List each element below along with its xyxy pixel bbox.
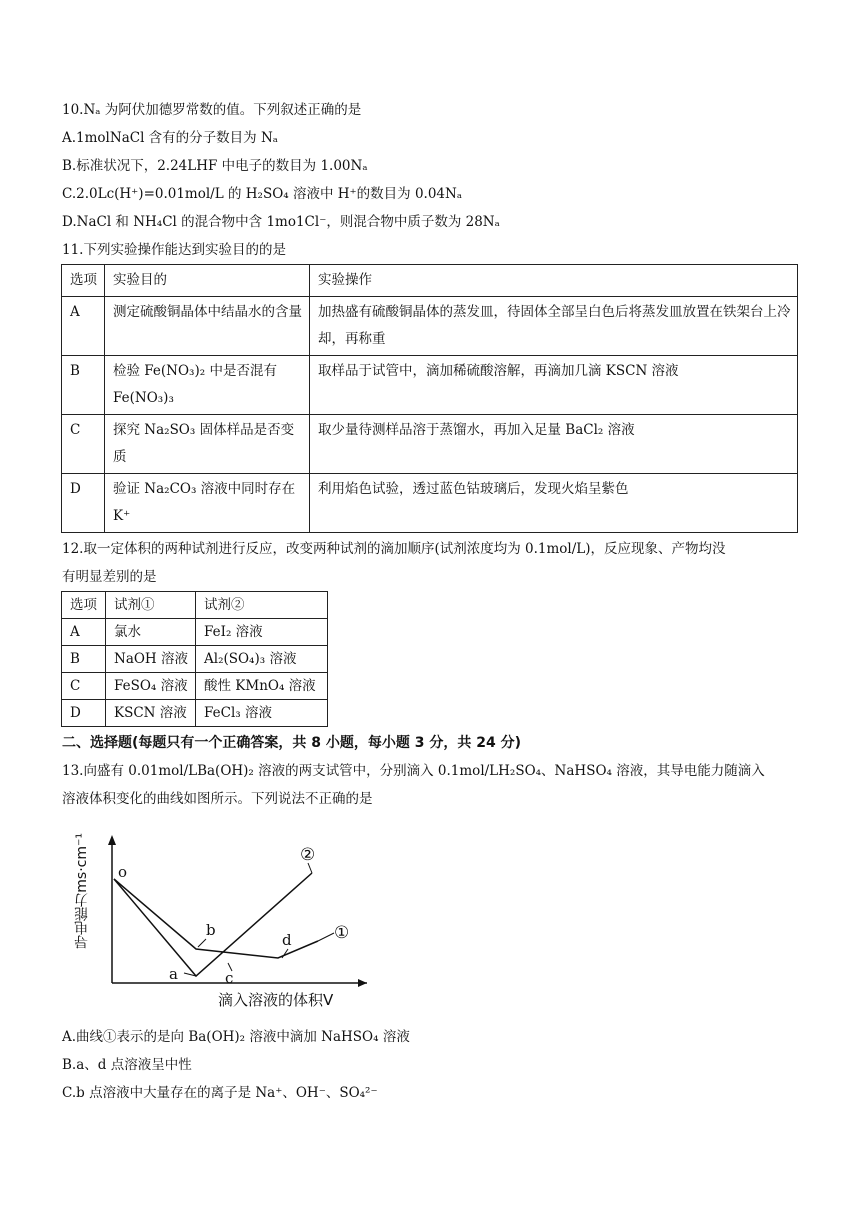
q13-option-b: B.a、d 点溶液呈中性: [62, 1057, 192, 1073]
y-axis-arrow: [108, 835, 116, 845]
table-cell: C: [62, 673, 106, 700]
table-cell: D: [62, 700, 106, 727]
header-cell: 选项: [62, 592, 106, 619]
point-a-label: a: [169, 965, 178, 983]
header-cell: 试剂②: [196, 592, 328, 619]
q11-table: [61, 264, 798, 533]
table-cell: 取样品于试管中，滴加稀硫酸溶解，再滴加几滴 KSCN 溶液: [310, 356, 798, 415]
q10-option-c: C.2.0Lc(H⁺)=0.01mol/L 的 H₂SO₄ 溶液中 H⁺的数目为 0.04Nₐ: [62, 186, 463, 202]
table-cell: KSCN 溶液: [106, 700, 196, 727]
q10-option-d: D.NaCl 和 NH₄Cl 的混合物中含 1mo1Cl⁻，则混合物中质子数为 28Nₐ: [62, 214, 500, 230]
q12-stem-line2: 有明显差别的是: [62, 569, 157, 585]
table-header-row: [62, 265, 798, 297]
table-cell: 氯水: [106, 619, 196, 646]
table-cell: 测定硫酸铜晶体中结晶水的含量: [105, 297, 310, 356]
table-row: [62, 619, 328, 646]
header-cell: 试剂①: [106, 592, 196, 619]
curve-1-label: ①: [334, 923, 350, 943]
q13-option-a: A.曲线①表示的是向 Ba(OH)₂ 溶液中滴加 NaHSO₄ 溶液: [62, 1029, 410, 1045]
table-cell: NaOH 溶液: [106, 646, 196, 673]
origin-label: o: [118, 863, 128, 881]
point-b-label: b: [206, 921, 216, 939]
point-b-leader: [198, 939, 206, 947]
q11-stem: 11.下列实验操作能达到实验目的的是: [62, 242, 286, 258]
table-cell: A: [62, 297, 105, 356]
table-cell: B: [62, 646, 106, 673]
table-cell: 探究 Na₂SO₃ 固体样品是否变质: [105, 415, 310, 474]
table-cell: 加热盛有硫酸铜晶体的蒸发皿，待固体全部呈白色后将蒸发皿放置在铁架台上冷却，再称重: [310, 297, 798, 356]
q12-stem-line1: 12.取一定体积的两种试剂进行反应，改变两种试剂的滴加顺序(试剂浓度均为 0.1mol/L)，反应现象、产物均没: [62, 541, 726, 557]
header-cell: 实验操作: [310, 265, 798, 297]
conductivity-graph: [72, 821, 372, 1021]
table-row: [62, 673, 328, 700]
x-axis-label: 滴入溶液的体积V: [218, 991, 334, 1009]
point-c-label: c: [225, 969, 234, 987]
table-cell: 酸性 KMnO₄ 溶液: [196, 673, 328, 700]
table-cell: 利用焰色试验，透过蓝色钴玻璃后，发现火焰呈紫色: [310, 474, 798, 533]
question-page: [62, 96, 802, 1107]
table-cell: FeCl₃ 溶液: [196, 700, 328, 727]
q13-option-c: C.b 点溶液中大量存在的离子是 Na⁺、OH⁻、SO₄²⁻: [62, 1085, 378, 1101]
table-row: [62, 700, 328, 727]
point-d-label: d: [282, 931, 292, 949]
table-cell: FeI₂ 溶液: [196, 619, 328, 646]
table-cell: Al₂(SO₄)₃ 溶液: [196, 646, 328, 673]
table-cell: B: [62, 356, 105, 415]
table-row: [62, 356, 798, 415]
curve-2-label: ②: [300, 845, 316, 865]
table-cell: C: [62, 415, 105, 474]
q10-option-b: B.标准状况下，2.24LHF 中电子的数目为 1.00Nₐ: [62, 158, 368, 174]
table-cell: 验证 Na₂CO₃ 溶液中同时存在 K⁺: [105, 474, 310, 533]
x-axis-arrow: [358, 979, 367, 987]
table-row: [62, 297, 798, 356]
q10-option-a: A.1molNaCl 含有的分子数目为 Nₐ: [62, 130, 278, 146]
table-row: [62, 415, 798, 474]
y-axis-label: 导电能力ms·cm⁻¹: [74, 833, 90, 949]
q13-stem-line1: 13.向盛有 0.01mol/LBa(OH)₂ 溶液的两支试管中，分别滴入 0.1mol/LH₂SO₄、NaHSO₄ 溶液，其导电能力随滴入: [62, 763, 765, 779]
table-cell: D: [62, 474, 105, 533]
table-cell: A: [62, 619, 106, 646]
table-cell: FeSO₄ 溶液: [106, 673, 196, 700]
table-row: [62, 646, 328, 673]
q12-table: [61, 591, 328, 727]
header-cell: 选项: [62, 265, 105, 297]
curve-1-leader: [318, 933, 334, 941]
table-header-row: [62, 592, 328, 619]
q13-stem-line2: 溶液体积变化的曲线如图所示。下列说法不正确的是: [62, 791, 373, 807]
table-cell: 取少量待测样品溶于蒸馏水，再加入足量 BaCl₂ 溶液: [310, 415, 798, 474]
header-cell: 实验目的: [105, 265, 310, 297]
table-row: [62, 474, 798, 533]
section-heading: 二、选择题(每题只有一个正确答案，共 8 小题，每小题 3 分，共 24 分): [62, 735, 522, 751]
table-cell: 检验 Fe(NO₃)₂ 中是否混有 Fe(NO₃)₃: [105, 356, 310, 415]
q10-stem: 10.Nₐ 为阿伏加德罗常数的值。下列叙述正确的是: [62, 102, 362, 118]
